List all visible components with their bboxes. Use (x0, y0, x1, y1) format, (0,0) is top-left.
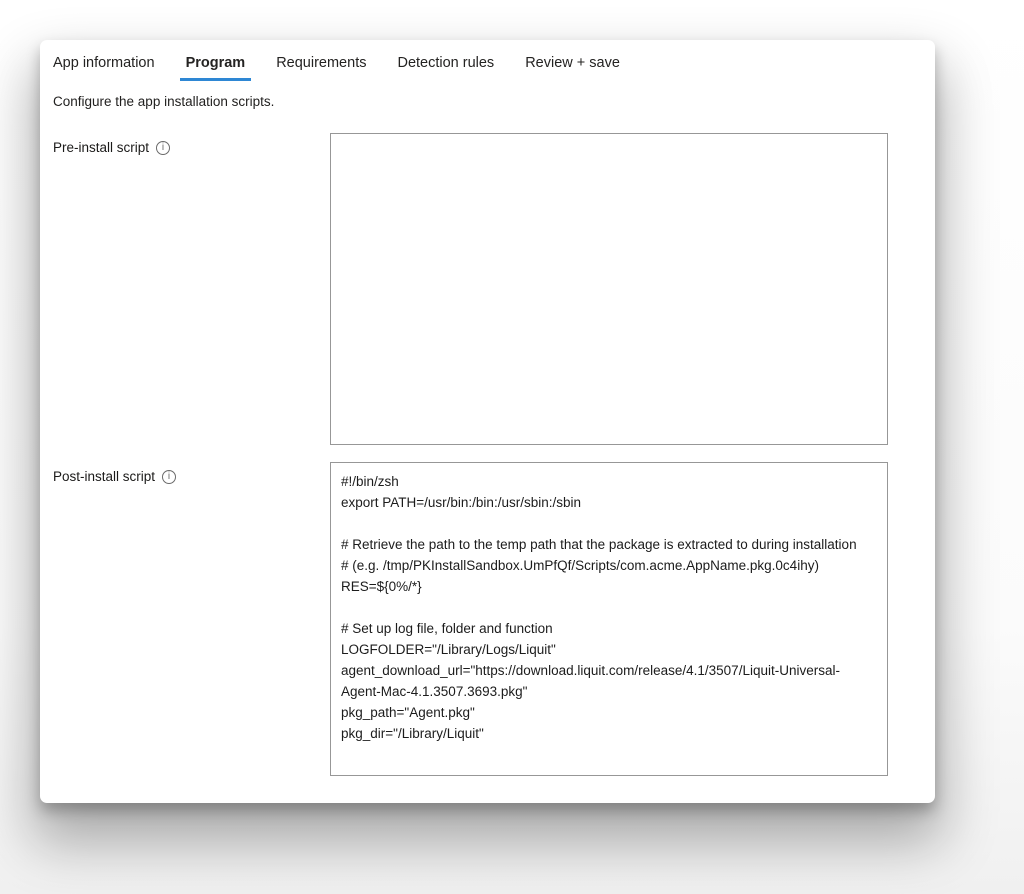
app-config-panel (40, 40, 935, 803)
page-description: Configure the app installation scripts. (53, 94, 275, 109)
tab-detection-rules[interactable]: Detection rules (397, 55, 495, 71)
pre-install-script-label-text: Pre-install script (53, 140, 150, 155)
post-install-script-label (53, 469, 176, 484)
tab-program[interactable]: Program (180, 53, 252, 81)
post-install-script-input[interactable] (330, 462, 888, 776)
pre-install-script-label (53, 140, 170, 155)
pre-install-script-input[interactable] (330, 133, 888, 445)
tab-requirements[interactable]: Requirements (276, 55, 367, 71)
tab-bar (47, 53, 626, 81)
post-install-script-label-text: Post-install script (53, 469, 156, 484)
info-icon[interactable]: i (156, 141, 170, 155)
tab-review-save[interactable]: Review + save (525, 55, 620, 71)
info-icon[interactable]: i (162, 470, 176, 484)
tab-app-information[interactable]: App information (53, 55, 155, 71)
